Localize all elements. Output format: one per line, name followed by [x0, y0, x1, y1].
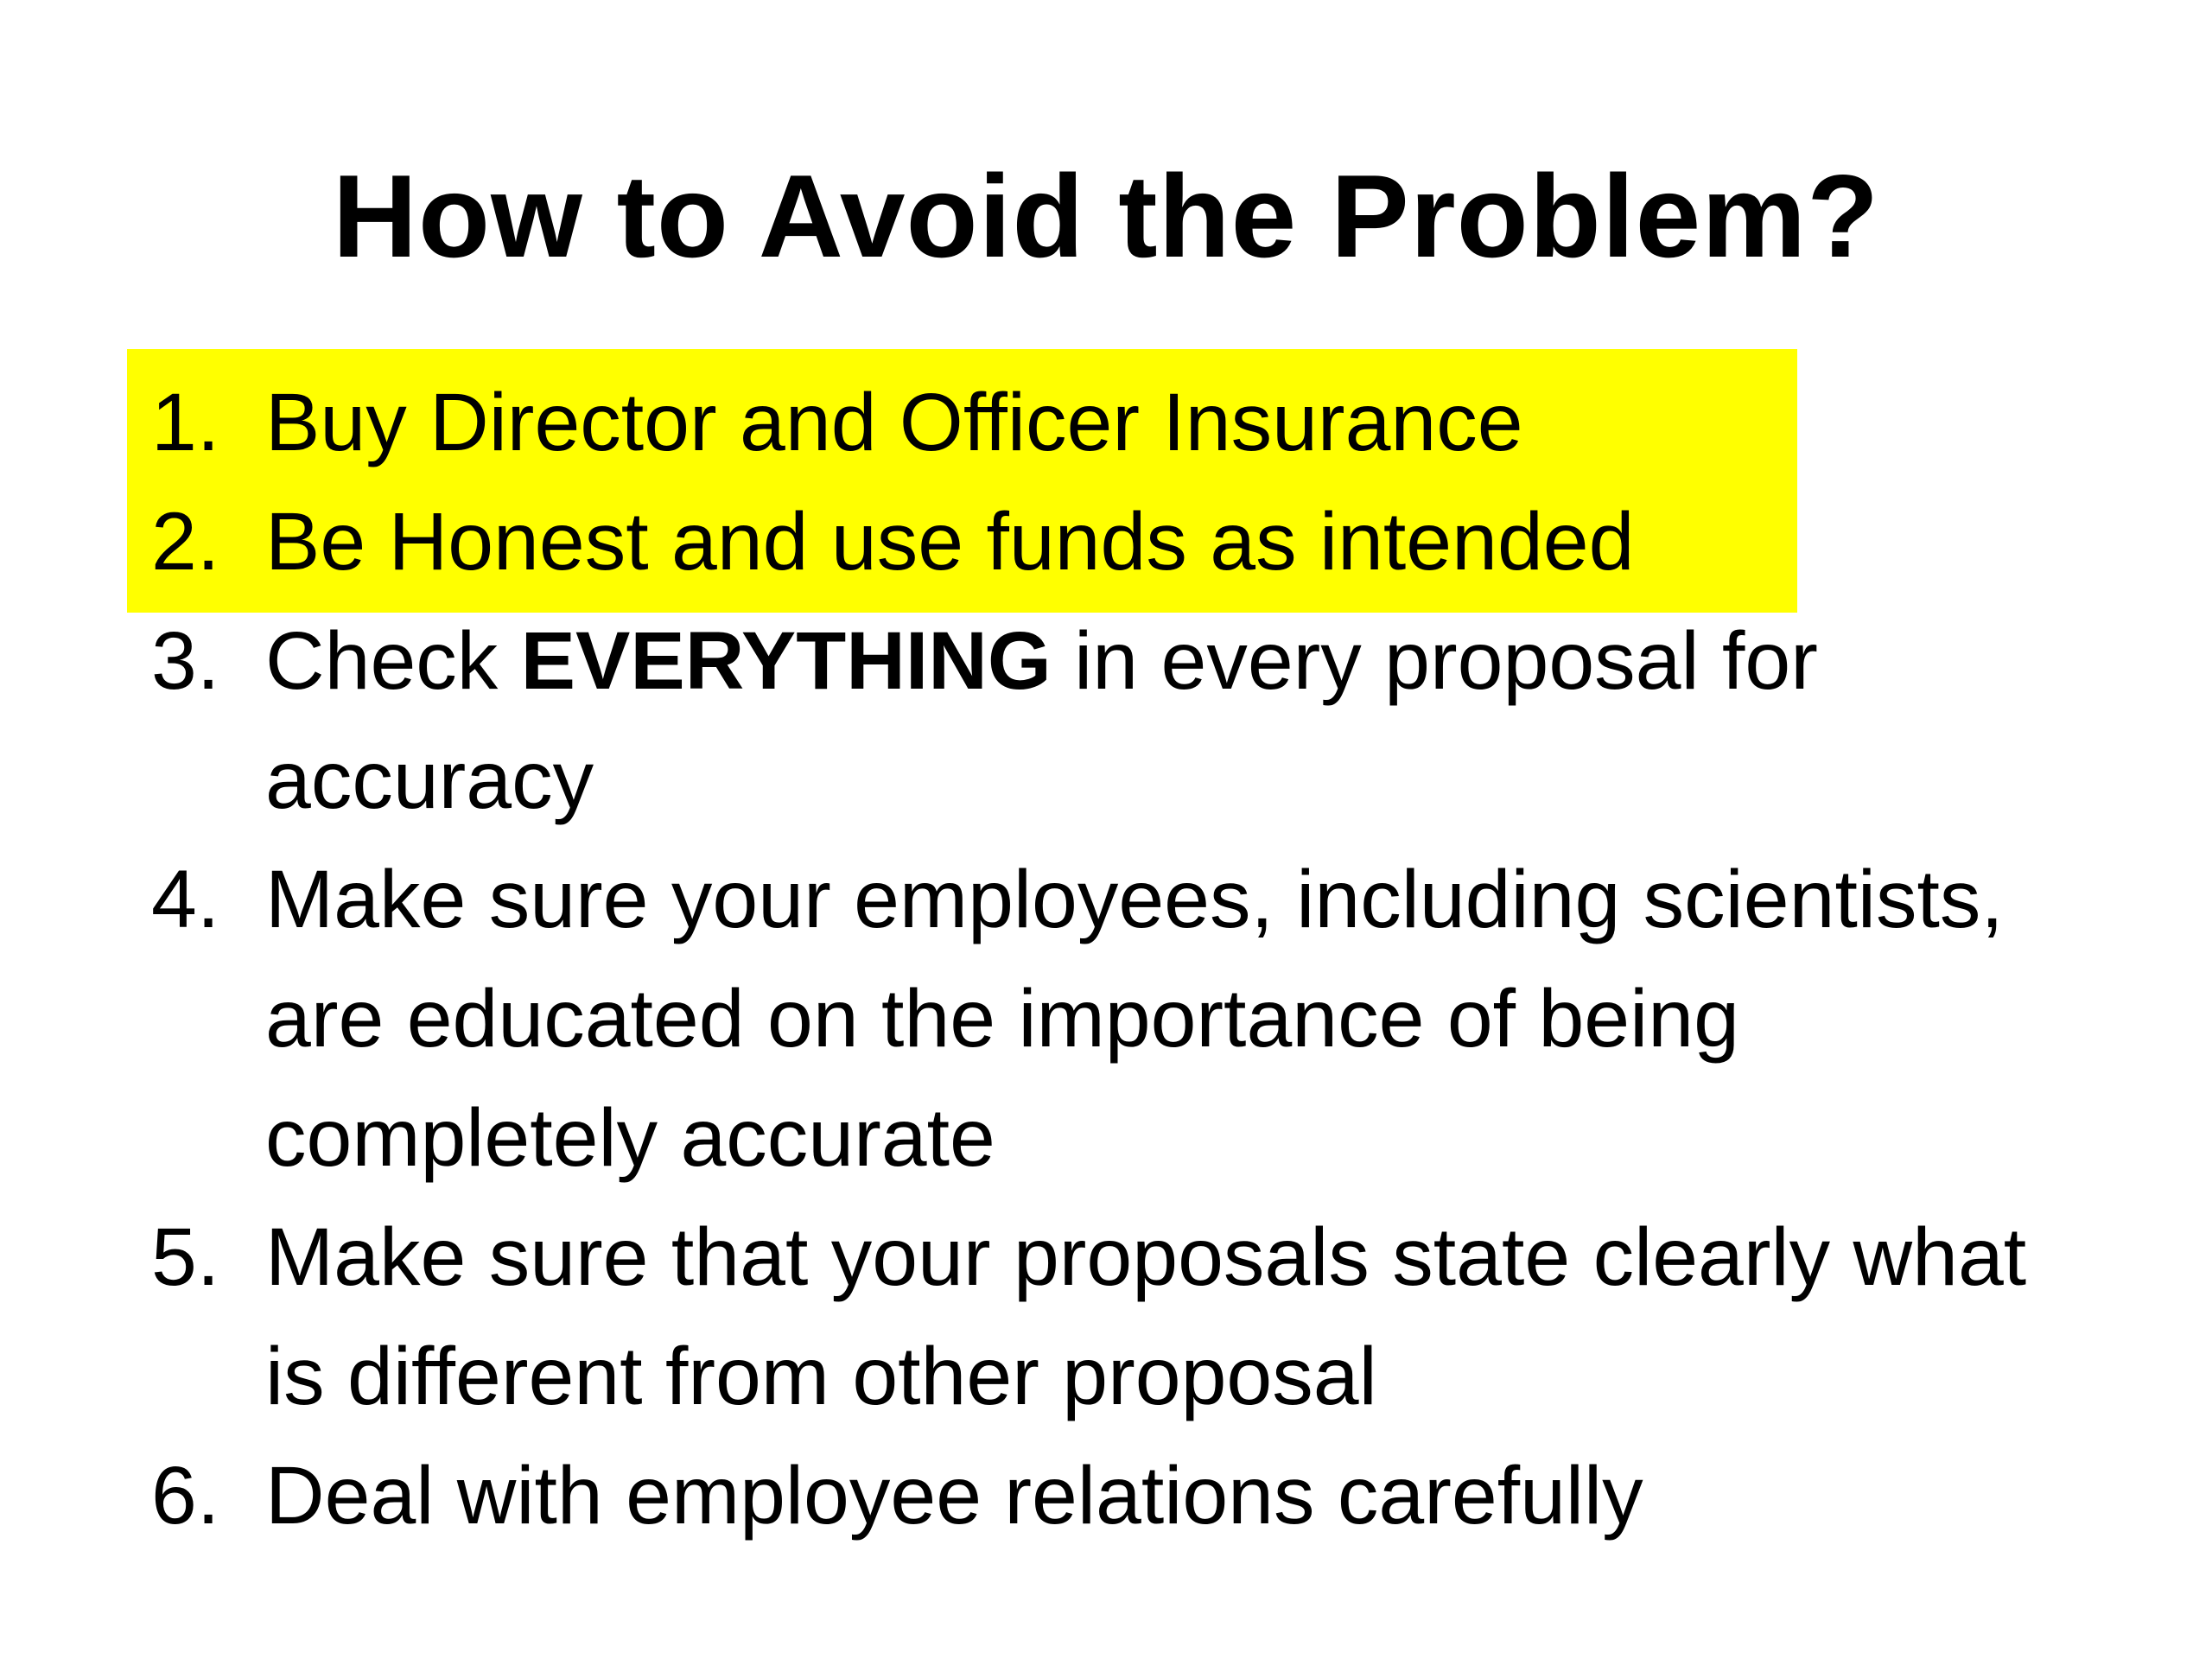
list-item: [0, 1436, 2212, 1555]
list-item: [0, 482, 2212, 601]
list-item-number: 6.: [151, 1450, 220, 1541]
numbered-list: [0, 363, 2212, 1555]
list-item: [0, 363, 2212, 482]
slide-title: How to Avoid the Problem?: [332, 150, 1880, 282]
list-item: [0, 601, 2212, 840]
list-item-text-pre: Check: [265, 615, 521, 707]
list-item-text: Buy Director and Officer Insurance: [265, 377, 1523, 468]
list-item-text: Make sure your employees, including scientists, are educated on the importance of being completely accurate: [265, 854, 2004, 1184]
list-item-number: 2.: [151, 496, 220, 588]
list-item: [0, 840, 2212, 1198]
list-item-number: 3.: [151, 615, 220, 707]
list-item-text: [265, 601, 2071, 840]
list-item: [0, 1198, 2212, 1436]
list-item-number: 4.: [151, 854, 220, 945]
list-item-number: 1.: [151, 377, 220, 468]
list-item-text: Make sure that your proposals state clearly what is different from other proposal: [265, 1211, 2027, 1422]
list-item-text-post: in every proposal for accuracy: [265, 615, 1818, 826]
list-item-text: Deal with employee relations carefully: [265, 1450, 1643, 1541]
list-item-text: Be Honest and use funds as intended: [265, 496, 1635, 588]
list-item-number: 5.: [151, 1211, 220, 1303]
list-item-text-bold: EVERYTHING: [520, 615, 1052, 707]
